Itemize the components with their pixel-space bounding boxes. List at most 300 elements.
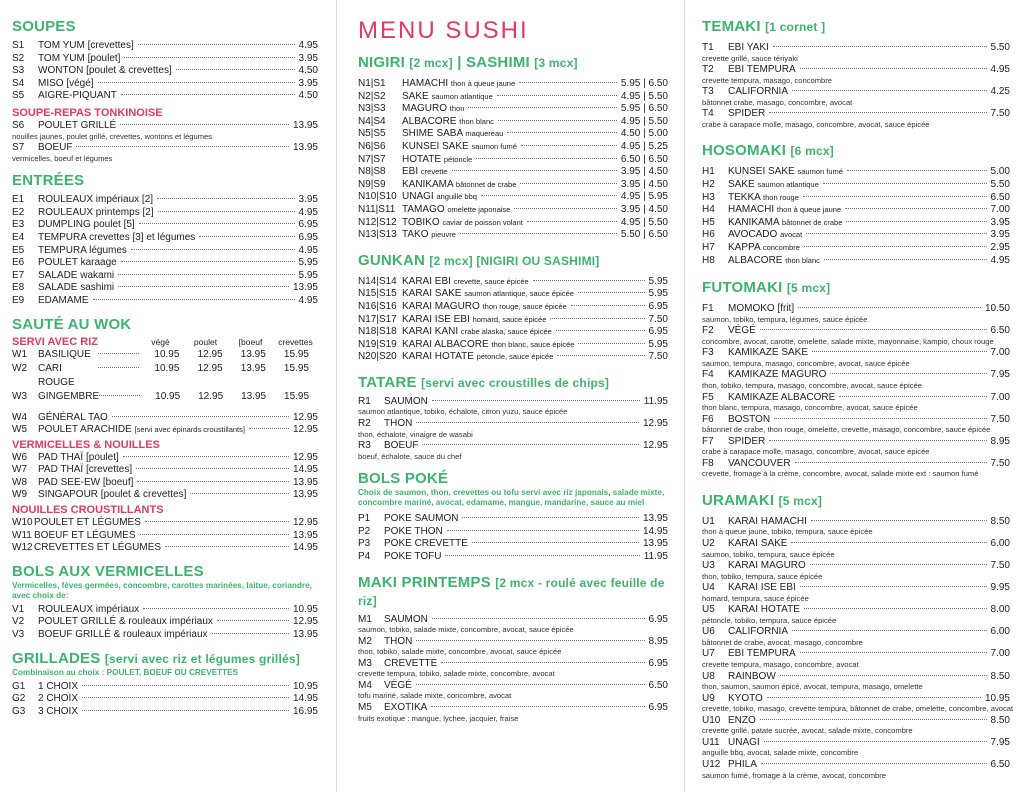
item-name-text: 1 CHOIX [38,680,79,692]
item-price: 4.95 | 5.25 [620,140,668,152]
item-description: boeuf, échalote, sauce du chef [358,451,462,461]
item-price: 12.95 [197,348,223,360]
item-price: 4.95 | 5.95 [620,191,668,203]
item-name [402,116,494,129]
item-code: M2 [358,635,372,647]
item-code: W8 [12,476,27,488]
section-note: Choix de saumon, thon, crevettes ou tofu servi avec riz japonais, salade mixte, concombre mariné, avocat, edamame, mangue, mandarine, sauce au miel [358,488,665,508]
item-name [38,629,208,642]
item-code: N12|S12 [358,216,397,228]
item-code: S6 [12,119,25,131]
section-note: Combinaison au choix : POULET, BOEUF OU CREVETTES [12,667,239,677]
leader-dots [143,608,289,609]
leader-dots [441,662,644,663]
section-title-text: TATARE [358,373,417,391]
item-name [38,489,186,502]
item-code: N14|S14 [358,275,397,287]
item-price: 4.95 [298,206,318,218]
item-price: 6.95 [648,701,668,713]
item-name [402,128,503,141]
item-name-text: THON [384,635,413,647]
item-price: 12.95 [642,417,668,429]
leader-dots [767,697,981,698]
item-name [728,217,842,230]
leader-dots [136,468,289,469]
item-detail: saumon fumé [797,167,843,177]
item-code: U4 [702,582,715,594]
item-detail: homard, sauce épicée [472,314,547,324]
item-code: F1 [702,303,714,315]
leader-dots [460,233,617,234]
menu-item [358,128,668,141]
item-description: crevette, fromage à la crème, concombre, avocat, salade mixte ext : saumon fumé [702,469,979,479]
leader-dots [112,416,289,417]
leader-dots [527,221,617,222]
menu-item [12,424,318,437]
item-name [38,616,213,629]
item-name [728,108,765,121]
item-name [402,103,464,116]
item-code: U6 [702,626,715,638]
item-name-text: GÉNÉRAL TAO [38,411,108,423]
item-name [38,452,119,465]
item-detail: pétoncle [443,154,473,164]
leader-dots [760,329,987,330]
item-price: 6.95 [648,657,668,669]
menu-item [12,517,318,530]
item-code: R2 [358,417,371,429]
item-price: 7.50 [648,351,668,363]
leader-dots [93,299,295,300]
leader-dots [158,211,295,212]
item-price: 5.95 [298,269,318,281]
item-name [402,229,456,242]
item-name-text: KARAI EBI [402,275,451,287]
item-name [402,326,552,339]
item-price: 7.00 [990,204,1010,216]
item-name-text: POULET karaage [38,257,117,269]
item-name [728,42,769,55]
item-price: 13.95 [241,390,267,402]
item-price: 7.50 [990,457,1010,469]
leader-dots [521,145,617,146]
item-code: H4 [702,204,715,216]
leader-dots [118,286,289,287]
menu-item [702,108,1010,121]
item-price: 7.50 [990,560,1010,572]
section-title [358,252,668,270]
item-name-text: PAD THAÏ [poulet] [38,451,119,463]
leader-dots [422,444,639,445]
item-name [384,513,458,526]
item-code: T2 [702,64,714,76]
item-code: E3 [12,219,25,231]
menu-item [12,282,318,295]
item-name-text: SINGAPOUR [poulet & crevettes] [38,489,187,501]
leader-dots [810,564,987,565]
leader-dots [847,170,987,171]
item-price: 5.95 [298,257,318,269]
item-price: 10.95 [154,348,180,360]
item-name-text: SAKE [402,90,429,102]
item-description: crevette tempura, masago, concombre [702,75,832,85]
item-code: W4 [12,411,27,423]
item-price: 15.95 [284,390,310,402]
leader-dots [431,706,644,707]
item-detail: crabe alaska, sauce épicée [460,327,552,337]
item-code: U3 [702,560,715,572]
menu-item [702,217,1010,230]
menu-item [358,154,668,167]
spacer [358,564,668,574]
leader-dots [792,630,987,631]
item-price: 10.95 [292,603,318,615]
right-column [690,0,1024,792]
leader-dots [791,542,986,543]
item-price: 12.95 [197,362,223,374]
item-description: crevette tempura, tobiko, salade mixte, concombre, avocat [358,669,555,679]
item-name-text: SAUMON [384,613,428,625]
item-name [38,232,195,245]
item-code: M3 [358,657,372,669]
item-detail: [servi avec épinards croustillants] [134,425,245,435]
menu-item [12,90,318,103]
item-name-text: SHIME SABA [402,128,463,140]
item-description: bâtonnet de crabe, thon rouge, omelette, crevette, masago, concombre, sauce épicée [702,425,991,435]
item-name-text: SPIDER [728,435,766,447]
item-price: 6.00 [990,537,1010,549]
item-code: S4 [12,77,25,89]
item-code: N20|S20 [358,351,397,363]
leader-dots [176,69,295,70]
leader-dots [514,208,617,209]
item-name-text: THON [384,417,413,429]
item-price: 11.95 [643,395,668,407]
menu-item [12,489,318,502]
item-name-text: POULET GRILLÉ [38,119,117,131]
item-name-text: KARAI MAGURO [728,560,806,572]
item-name-text: TOM YUM [crevettes] [38,40,134,51]
leader-dots [774,418,986,419]
item-price: 7.00 [990,648,1010,660]
item-description: fruits exotique : mangue, lychee, jacquier, fraise [358,713,519,723]
menu-item [12,257,318,270]
menu-item [358,78,668,91]
spacer [12,308,318,316]
item-price: 13.95 [292,489,318,501]
item-code: U10 [702,714,721,726]
item-name-text: CREVETTES ET LÉGUMES [34,542,162,554]
item-name-text: EBI YAKI [728,42,769,53]
item-code: V3 [12,629,25,641]
item-price: 5.50 [990,178,1010,190]
item-price: 13.95 [292,476,318,488]
middle-column [340,0,678,792]
menu-item [358,351,668,364]
leader-dots [798,307,981,308]
item-price: 8.50 [990,515,1010,527]
leader-dots [769,112,986,113]
item-detail: saumon atlantique [757,179,819,189]
item-code: M1 [358,613,372,625]
menu-item [358,191,668,204]
item-name-text: ROULEAUX impériaux [38,603,140,615]
item-name [728,179,819,192]
item-name-text: AVOCADO [728,229,778,241]
item-price: 12.95 [292,411,318,423]
leader-dots [780,675,987,676]
item-price: 4.50 [298,65,318,77]
item-code: S7 [12,142,25,154]
item-name [38,78,94,91]
item-name-text: POULET ARACHIDE [38,424,132,436]
item-name [38,270,114,283]
section-title-text: GUNKAN [358,251,426,269]
item-name [728,255,820,268]
item-price: 11.95 [643,550,668,562]
menu-item [12,40,318,53]
item-code: U2 [702,537,715,549]
item-code: R1 [358,395,371,407]
item-price: 6.00 [990,626,1010,638]
section-title [702,279,1010,297]
item-price: 10.50 [984,303,1010,315]
leader-dots [217,620,289,621]
item-name-text: EXOTIKA [384,701,428,713]
item-name [38,477,133,490]
item-price: 4.95 [990,64,1010,76]
item-code: N11|S11 [358,203,396,215]
menu-item [358,166,668,179]
menu-item [12,142,318,155]
item-name-text: EBI [402,166,419,178]
item-price: 6.50 | 6.50 [620,153,668,165]
item-price: 3.95 [990,229,1010,241]
item-name-text: EDAMAME [38,294,89,306]
leader-dots [98,82,295,83]
item-code: U1 [702,515,715,527]
menu-item [702,560,1010,573]
menu-item [358,141,668,154]
menu-item [358,513,668,526]
leader-dots [131,249,295,250]
item-name-text: KYOTO [728,692,763,704]
spacer [358,364,668,374]
menu-item [358,276,668,289]
section-title-extra: [servi avec croustilles de chips] [421,375,610,390]
item-price: 12.95 [642,440,668,452]
menu-item [702,64,1010,77]
item-code: N18|S18 [358,326,397,338]
item-price: 5.95 [648,275,668,287]
item-name [728,538,787,551]
item-code: T4 [702,108,714,120]
item-name [38,219,135,232]
leader-dots [212,633,289,634]
leader-dots [416,684,645,685]
menu-item [12,412,318,425]
item-code: N8|S8 [358,166,386,178]
item-name-text: BOEUF [384,440,419,452]
item-price: 14.95 [642,525,668,537]
item-name-text: MISO [végé] [38,77,94,89]
item-price: 6.50 [648,679,668,691]
leader-dots [760,719,987,720]
item-price: 5.50 [990,42,1010,53]
item-code: F8 [702,457,714,469]
item-code: N3|S3 [358,103,386,115]
item-code: N9|S9 [358,178,386,190]
menu-item [702,303,1010,316]
item-description: crevette grillé, sauce tériyaki [702,53,798,63]
menu-item [358,288,668,301]
item-price: 6.95 [298,219,318,231]
item-name [728,582,796,595]
item-name [402,179,516,192]
section-title-text: NIGIRI [358,54,406,71]
leader-dots [99,395,140,396]
item-price: 8.95 [648,635,668,647]
section-title-text: BOLS AUX VERMICELLES [12,562,204,580]
item-description: pétoncle, tobiko, tempura, sauce épicée [702,615,837,625]
item-name-text: VANCOUVER [728,457,791,469]
item-description: saumon, tobiko, tempura, sauce épicée [702,549,835,559]
item-code: H3 [702,191,715,203]
item-description: thon, tobiko, salade mixte, concombre, avocat, sauce épicée [358,647,562,657]
section-title [358,54,668,72]
item-code: F4 [702,369,714,381]
leader-dots [120,124,289,125]
item-name [402,217,523,230]
spacer [12,404,318,412]
item-price: 8.50 [990,714,1010,726]
leader-dots [165,546,289,547]
item-description: bâtonnet crabe, masago, concombre, avocat [702,97,853,107]
menu-item [12,78,318,91]
item-code: P4 [358,550,371,562]
item-code: E6 [12,257,25,269]
item-code: S5 [12,90,25,102]
menu-item [702,604,1010,617]
item-name-text: EBI TEMPURA [728,648,796,660]
item-detail: thon à queue jaune [450,79,516,88]
item-name-text: BOSTON [728,413,771,425]
subsection-title: VERMICELLES & NOUILLES [12,438,160,451]
leader-dots [76,146,289,147]
item-name-text: KAMIKAZE ALBACORE [728,391,836,403]
item-description: saumon, tempura, masago, concombre, avocat, sauce épicée [702,358,910,368]
item-code: W10 [12,517,33,529]
item-price: 7.50 [648,313,668,325]
price-header: crevettes [278,336,313,347]
menu-item [702,192,1010,205]
item-code: F7 [702,435,714,447]
section-title-extra: [1 cornet ] [765,20,826,34]
leader-dots [416,422,639,423]
item-name-text: KARAI ALBACORE [402,338,489,350]
item-price: 12.95 [198,390,224,402]
item-code: H5 [702,216,715,228]
item-detail: pieuvre [431,230,456,240]
item-name-text: SAUMON [384,395,428,407]
item-description: saumon fumé, fromage à la crème, avocat, concombre [702,770,887,780]
item-name [38,120,116,133]
item-name-text: KARAI SAKE [402,288,462,300]
leader-dots [98,367,139,368]
menu-item [702,538,1010,551]
item-code: E8 [12,282,25,294]
menu-item [12,464,318,477]
item-price: 3.95 | 4.50 [620,203,668,215]
item-name [38,282,114,295]
leader-dots [520,183,617,184]
menu-item [702,255,1010,268]
item-code: N1|S1 [358,78,386,89]
item-price: 7.00 [990,347,1010,359]
menu-item [702,582,1010,595]
item-price: 4.95 [990,254,1010,266]
item-name-text: UNAGI [728,736,760,748]
menu-item [358,217,668,230]
item-code: E4 [12,231,25,243]
menu-item [12,390,318,404]
item-name-text: VÉGÉ [384,679,412,691]
item-code: T1 [702,42,714,53]
item-code: E9 [12,294,25,306]
leader-dots [824,259,987,260]
leader-dots [846,221,986,222]
item-price: 5.50 | 6.50 [620,229,668,241]
menu-item [12,53,318,66]
item-code: G1 [12,680,26,692]
leader-dots [578,343,644,344]
item-detail: thon blanc [459,116,494,126]
item-name-text: KANIKAMA [728,216,780,228]
leader-dots [519,82,617,83]
leader-dots [806,233,986,234]
leader-dots [472,542,639,543]
item-name [38,207,154,220]
item-code: G3 [12,705,26,717]
item-price: 9.95 [990,582,1010,594]
item-name-text: MAGURO [402,103,447,115]
item-code: E7 [12,269,25,281]
item-code: N13|S13 [358,229,397,241]
section-note: Vermicelles, fèves germées, concombre, carottes marinées, laitue, coriandre, avec choix de: [12,580,312,600]
item-name-text: VÉGÉ [728,325,756,337]
item-code: S1 [12,40,25,51]
item-code: F3 [702,347,714,359]
item-name [402,351,553,364]
menu-item [702,86,1010,99]
item-description: concombre, avocat, carotte, omelette, salade mixte, mayonnaise, kampio, choux rouge [702,336,994,346]
item-code: N19|S19 [358,338,397,350]
item-name-text: KARAI HOTATE [402,351,474,363]
item-name [38,53,120,66]
item-price: 16.95 [292,705,318,717]
item-price: 12.95 [292,517,318,529]
item-price: 6.50 [990,325,1010,337]
menu-item [702,325,1010,338]
item-code: N6|S6 [358,140,386,152]
item-name [38,464,132,477]
leader-dots [137,481,289,482]
item-name [38,194,153,207]
item-description: tofu mariné, salade mixte, concombre, avocat [358,691,512,701]
item-description: nouilles jaunes, poulet grillé, crevettes, wontons et légumes [12,131,213,141]
section-title [702,492,1010,510]
item-name-text: AIGRE-PIQUANT [38,90,117,102]
